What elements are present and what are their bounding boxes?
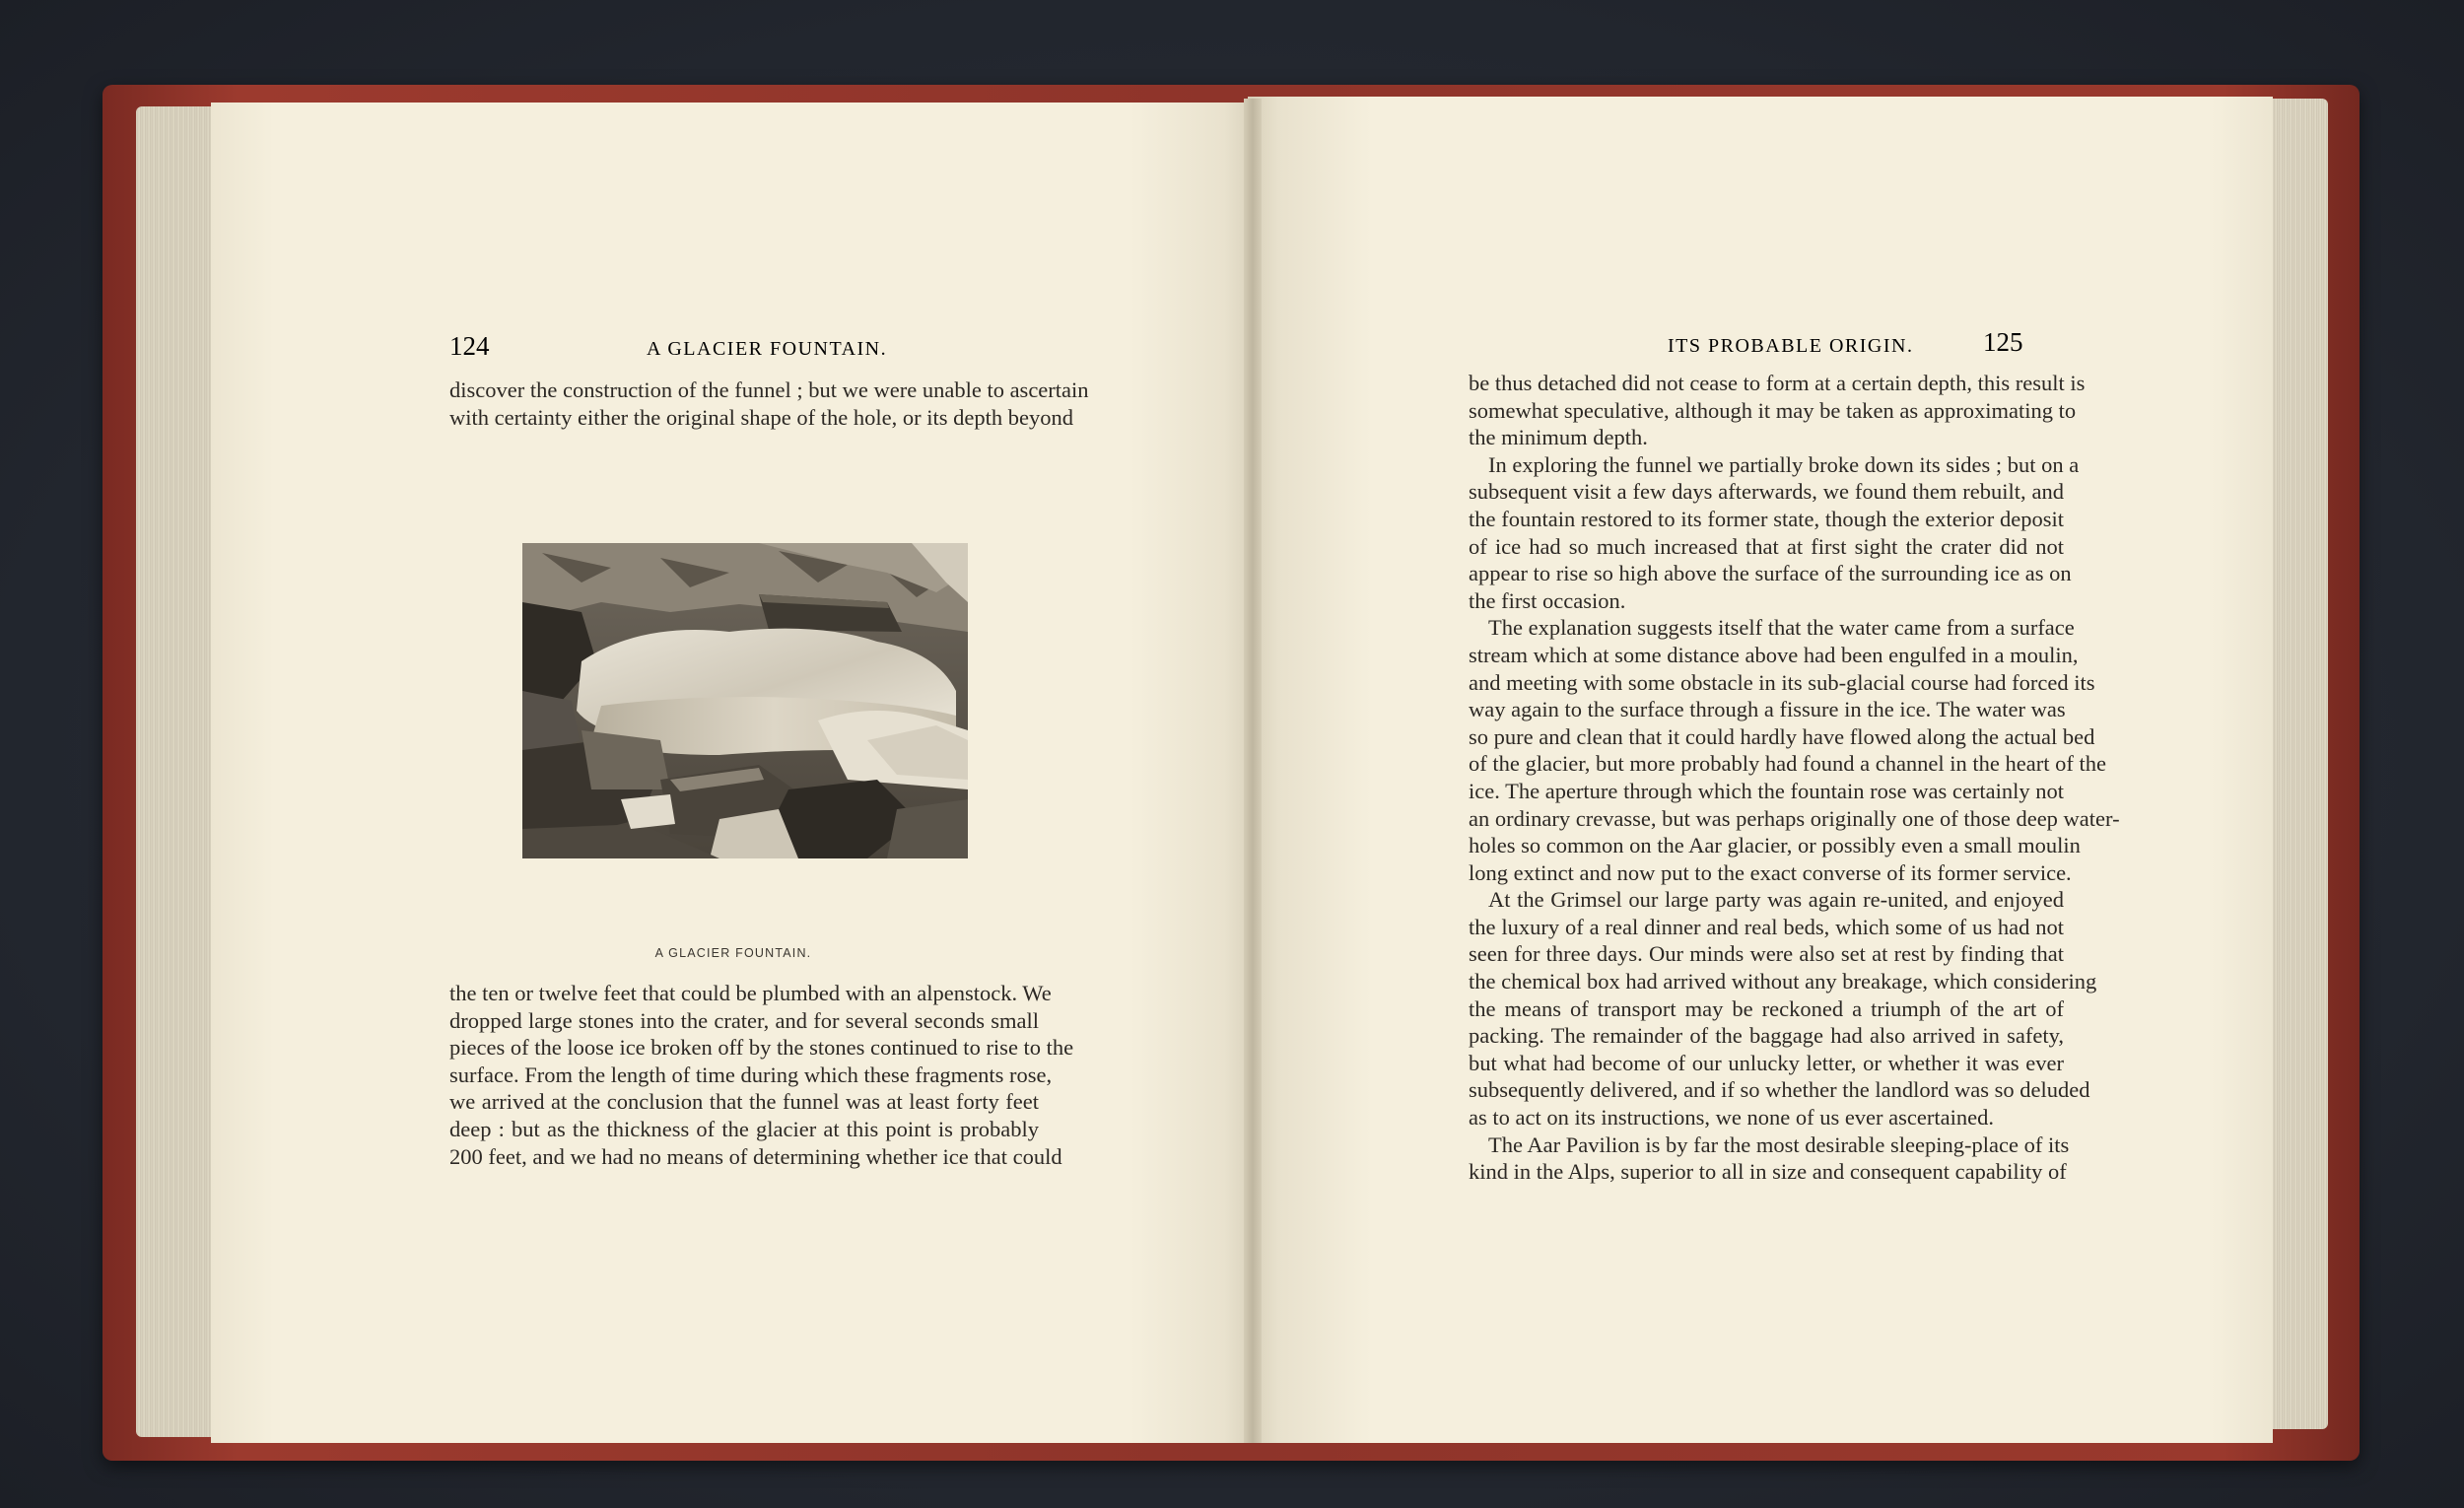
text-line: an ordinary crevasse, but was perhaps originally one of those deep water-	[1469, 805, 2120, 831]
page-number-right: 125	[1983, 327, 2023, 357]
text-line: deep : but as the thickness of the glacier at this point is probably	[449, 1116, 1039, 1141]
text-line: kind in the Alps, superior to all in size and consequent capability of	[1469, 1159, 2067, 1185]
glacier-fountain-photograph	[522, 543, 968, 858]
text-line: stream which at some distance above had been engulfed in a moulin,	[1469, 642, 2079, 667]
text-line: At the Grimsel our large party was again re-united, and enjoyed	[1488, 887, 2064, 913]
book-gutter	[1244, 99, 1262, 1443]
text-line: surface. From the length of time during which these fragments rose,	[449, 1062, 1053, 1087]
text-line: 200 feet, and we had no means of determining whether ice that could	[449, 1143, 1062, 1169]
text-line: pieces of the loose ice broken off by the stones continued to rise to the	[449, 1035, 1074, 1061]
text-line: the first occasion.	[1469, 587, 1626, 613]
right-text	[1469, 370, 2120, 1186]
text-line: the minimum depth.	[1469, 425, 1648, 450]
text-line: long extinct and now put to the exact converse of its former service.	[1469, 859, 2072, 885]
text-line: appear to rise so high above the surface of the surrounding ice as on	[1469, 561, 2072, 586]
running-head-left: A GLACIER FOUNTAIN.	[647, 338, 888, 360]
text-line: we arrived at the conclusion that the funnel was at least forty feet	[449, 1089, 1039, 1115]
text-line: and meeting with some obstacle in its sub-glacial course had forced its	[1469, 669, 2095, 695]
text-line: holes so common on the Aar glacier, or possibly even a small moulin	[1469, 833, 2081, 858]
text-line: but what had become of our unlucky letter, or whether it was ever	[1469, 1050, 2064, 1075]
photo-caption: A GLACIER FOUNTAIN.	[654, 946, 812, 960]
text-line: the ten or twelve feet that could be plumbed with an alpenstock. We	[449, 981, 1052, 1005]
text-line: with certainty either the original shape of the hole, or its depth beyond	[449, 404, 1073, 430]
text-line: In exploring the funnel we partially broke down its sides ; but on a	[1488, 451, 2080, 477]
text-line: seen for three days. Our minds were also set at rest by finding that	[1469, 941, 2064, 967]
text-line: subsequent visit a few days afterwards, we found them rebuilt, and	[1469, 479, 2064, 505]
text-line: the luxury of a real dinner and real beds, which some of us had not	[1469, 914, 2064, 939]
page-number-left: 124	[449, 331, 490, 361]
text-line: so pure and clean that it could hardly have flowed along the actual bed	[1469, 723, 2095, 749]
text-line: the means of transport may be reckoned a triumph of the art of	[1469, 995, 2064, 1021]
text-line: the chemical box had arrived without any breakage, which considering	[1469, 969, 2097, 994]
text-line: The Aar Pavilion is by far the most desirable sleeping-place of its	[1488, 1131, 2070, 1157]
text-line: discover the construction of the funnel ; but we were unable to ascertain	[449, 377, 1089, 402]
text-line: The explanation suggests itself that the water came from a surface	[1488, 615, 2075, 641]
running-head-right: ITS PROBABLE ORIGIN.	[1668, 335, 1914, 357]
text-line: of ice had so much increased that at first sight the crater did not	[1469, 533, 2064, 559]
left-text-bottom	[449, 980, 1074, 1170]
left-text-top	[449, 377, 1089, 431]
text-line: dropped large stones into the crater, and for several seconds small	[449, 1007, 1039, 1033]
text-line: subsequently delivered, and if so whether the landlord was so deluded	[1469, 1077, 2090, 1103]
text-line: of the glacier, but more probably had found a channel in the heart of the	[1469, 751, 2106, 777]
text-line: as to act on its instructions, we none of us ever ascertained.	[1469, 1105, 1994, 1131]
text-line: be thus detached did not cease to form at a certain depth, this result is	[1469, 371, 2086, 395]
text-line: way again to the surface through a fissure in the ice. The water was	[1469, 697, 2066, 722]
text-line: packing. The remainder of the baggage had also arrived in safety,	[1469, 1023, 2064, 1049]
text-line: somewhat speculative, although it may be taken as approximating to	[1469, 397, 2077, 423]
text-line: ice. The aperture through which the fountain rose was certainly not	[1469, 778, 2064, 803]
text-line: the fountain restored to its former state, though the exterior deposit	[1469, 506, 2064, 531]
